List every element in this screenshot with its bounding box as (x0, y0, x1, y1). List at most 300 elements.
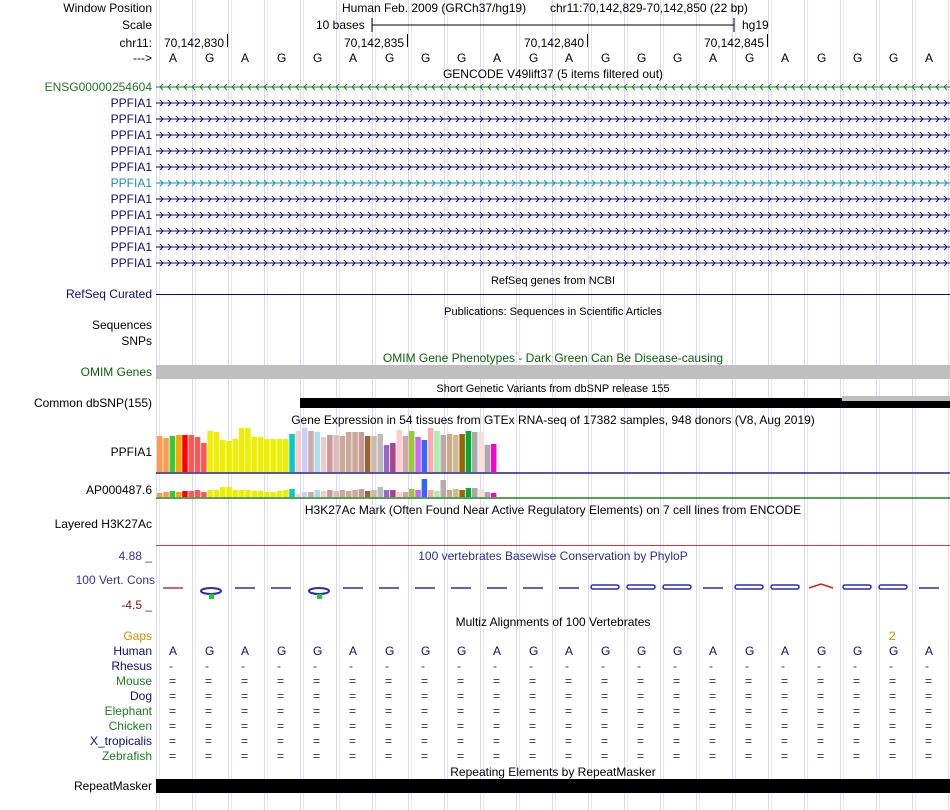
gtex-bar-gene1 (447, 434, 453, 472)
multiz-base: = (781, 674, 789, 688)
multiz-base: = (709, 734, 717, 748)
gtex-bar-gene1 (182, 435, 188, 472)
multiz-base: = (529, 704, 537, 718)
multiz-base: = (781, 734, 789, 748)
ruler-tick-mark (587, 34, 588, 47)
gtex-bar-gene2 (283, 490, 289, 497)
gencode-item-label[interactable]: PPFIA1 (110, 112, 152, 126)
gtex-bar-gene1 (220, 440, 226, 472)
cons-mark (663, 585, 691, 589)
gtex-bar-gene1 (340, 436, 346, 472)
multiz-base: = (385, 674, 393, 688)
gtex-bar-gene2 (163, 492, 169, 497)
cons-title[interactable]: 100 vertebrates Basewise Conservation by PhyloP (418, 549, 688, 563)
dbsnp-variant-gray[interactable] (842, 396, 950, 401)
gtex-bar-gene2 (359, 489, 365, 497)
gtex-bar-gene1 (403, 436, 409, 472)
gencode-transcript[interactable] (156, 258, 950, 268)
multiz-base: A (493, 644, 502, 658)
multiz-title[interactable]: Multiz Alignments of 100 Vertebrates (455, 615, 651, 629)
gtex-bar-gene1 (308, 431, 314, 472)
multiz-base: = (781, 719, 789, 733)
multiz-base: = (349, 674, 357, 688)
refseq-line[interactable] (156, 294, 950, 295)
multiz-base: = (313, 689, 321, 703)
gtex-bar-gene2 (270, 492, 276, 497)
gtex-gene2-label[interactable]: AP000487.6 (85, 483, 152, 497)
gtex-bar-gene2 (472, 488, 478, 497)
gtex-bar-gene2 (245, 490, 251, 497)
gtex-bar-gene1 (189, 435, 195, 472)
gtex-bar-gene1 (264, 439, 270, 472)
multiz-base: = (673, 719, 681, 733)
gencode-item-label[interactable]: PPFIA1 (110, 256, 152, 270)
gencode-transcript[interactable] (156, 178, 950, 188)
multiz-base: = (709, 704, 717, 718)
gencode-item-label[interactable]: PPFIA1 (110, 128, 152, 142)
base-letter: G (889, 51, 899, 65)
multiz-base: G (817, 644, 827, 658)
gtex-bar-gene1 (478, 432, 484, 472)
multiz-base: G (853, 644, 863, 658)
multiz-base: = (745, 689, 753, 703)
multiz-base: = (421, 719, 429, 733)
multiz-base: - (457, 659, 461, 673)
gencode-item-label[interactable]: PPFIA1 (110, 208, 152, 222)
cons-mark (879, 585, 907, 589)
multiz-base: - (313, 659, 317, 673)
multiz-base: = (781, 749, 789, 763)
multiz-base: = (853, 704, 861, 718)
window-position-label: Window Position (63, 1, 152, 15)
multiz-base: = (493, 704, 501, 718)
multiz-base: = (565, 689, 573, 703)
multiz-base: = (565, 734, 573, 748)
multiz-base: = (385, 689, 393, 703)
multiz-species-label[interactable]: Rhesus (111, 659, 152, 673)
multiz-base: = (457, 719, 465, 733)
multiz-base: - (781, 659, 785, 673)
gtex-bar-gene2 (176, 492, 182, 497)
gtex-bar-gene1 (378, 434, 384, 472)
multiz-base: - (277, 659, 281, 673)
multiz-base: = (349, 689, 357, 703)
gtex-bar-gene1 (365, 436, 371, 472)
multiz-species-label[interactable]: Elephant (104, 704, 152, 718)
gtex-bar-gene2 (447, 490, 453, 497)
multiz-base: = (169, 689, 177, 703)
multiz-base: = (169, 734, 177, 748)
multiz-base: - (889, 659, 893, 673)
gencode-item-label[interactable]: PPFIA1 (110, 192, 152, 206)
base-letter: G (601, 51, 611, 65)
multiz-base: = (241, 689, 249, 703)
multiz-base: - (205, 659, 209, 673)
gencode-item-label[interactable]: PPFIA1 (110, 224, 152, 238)
multiz-base: = (673, 734, 681, 748)
gencode-transcript[interactable] (156, 210, 950, 220)
multiz-base: = (565, 719, 573, 733)
omim-bar[interactable] (156, 365, 950, 379)
gtex-bar-gene1 (201, 443, 207, 472)
multiz-base: = (925, 689, 933, 703)
multiz-base: - (637, 659, 641, 673)
multiz-base: A (565, 644, 574, 658)
cons-mark-green (209, 594, 214, 599)
gtex-bar-gene1 (422, 440, 428, 472)
multiz-base: - (529, 659, 533, 673)
multiz-base: - (493, 659, 497, 673)
multiz-base: = (709, 749, 717, 763)
gtex-bar-gene1 (258, 437, 264, 472)
multiz-base: = (601, 689, 609, 703)
multiz-base: = (745, 719, 753, 733)
multiz-base: G (673, 644, 683, 658)
multiz-base: = (313, 704, 321, 718)
multiz-base: - (709, 659, 713, 673)
ruler-tick-mark (767, 34, 768, 47)
multiz-base: = (349, 719, 357, 733)
multiz-base: = (601, 749, 609, 763)
multiz-base: - (925, 659, 929, 673)
multiz-base: = (313, 749, 321, 763)
gtex-bar-gene2 (214, 490, 220, 497)
cons-label[interactable]: 100 Vert. Cons (75, 573, 155, 587)
gtex-bar-gene1 (277, 439, 283, 472)
gtex-bar-gene2 (371, 490, 377, 497)
multiz-base: = (637, 749, 645, 763)
multiz-base: = (817, 749, 825, 763)
dbsnp-title[interactable]: Short Genetic Variants from dbSNP release 155 (436, 383, 670, 395)
gtex-bar-gene2 (220, 487, 226, 497)
multiz-base: = (889, 704, 897, 718)
gencode-transcript[interactable] (156, 146, 950, 156)
multiz-base: = (709, 719, 717, 733)
multiz-species-label[interactable]: Chicken (108, 719, 152, 733)
multiz-base: = (853, 689, 861, 703)
gtex-bar-gene2 (441, 480, 447, 497)
gencode-transcript[interactable] (156, 114, 950, 124)
multiz-base: G (205, 644, 215, 658)
multiz-base: = (313, 719, 321, 733)
gtex-bar-gene2 (233, 490, 239, 497)
gtex-bar-gene2 (409, 489, 415, 497)
gtex-bar-gene1 (352, 432, 358, 472)
cons-mark (201, 588, 221, 594)
multiz-base: = (745, 749, 753, 763)
multiz-base: = (313, 674, 321, 688)
omim-label[interactable]: OMIM Genes (80, 365, 152, 379)
multiz-base: = (601, 704, 609, 718)
rmsk-label[interactable]: RepeatMasker (73, 779, 152, 793)
gencode-transcript[interactable] (156, 130, 950, 140)
multiz-base: - (565, 659, 569, 673)
multiz-base: = (421, 689, 429, 703)
gtex-bar-gene2 (308, 492, 314, 497)
pubs-sequences-label[interactable]: Sequences (91, 318, 152, 332)
gtex-bar-gene1 (390, 443, 396, 472)
multiz-base: = (493, 689, 501, 703)
gtex-bar-gene1 (472, 432, 478, 472)
gtex-bar-gene1 (233, 439, 239, 472)
gencode-transcript[interactable] (156, 226, 950, 236)
multiz-base: A (781, 644, 790, 658)
gtex-bar-gene1 (157, 436, 163, 472)
multiz-species-label[interactable]: Mouse (115, 674, 152, 688)
multiz-base: = (601, 674, 609, 688)
multiz-base: = (457, 674, 465, 688)
position-readout: chr11:70,142,829-70,142,850 (22 bp) (550, 1, 748, 15)
db-label: hg19 (742, 18, 769, 32)
gencode-transcript[interactable] (156, 194, 950, 204)
multiz-base: = (205, 674, 213, 688)
base-letter: G (529, 51, 539, 65)
gtex-bar-gene1 (346, 432, 352, 472)
gtex-bar-gene1 (333, 435, 339, 472)
multiz-base: = (925, 734, 933, 748)
multiz-base: = (169, 719, 177, 733)
multiz-species-label[interactable]: Zebrafish (101, 749, 152, 763)
gtex-bar-gene1 (485, 445, 491, 472)
gtex-bar-gene2 (195, 490, 201, 497)
gencode-transcript[interactable] (156, 242, 950, 252)
multiz-base: = (493, 734, 501, 748)
multiz-base: - (385, 659, 389, 673)
multiz-base: = (205, 704, 213, 718)
gencode-transcript[interactable] (156, 162, 950, 172)
multiz-base: = (601, 734, 609, 748)
gencode-item-label[interactable]: ENSG00000254604 (44, 80, 152, 94)
gencode-item-label[interactable]: PPFIA1 (110, 144, 152, 158)
multiz-base: = (277, 719, 285, 733)
base-letter: G (385, 51, 395, 65)
gtex-bar-gene2 (327, 490, 333, 497)
multiz-base: = (673, 674, 681, 688)
multiz-base: = (205, 689, 213, 703)
gtex-bar-gene1 (453, 435, 459, 472)
gtex-bar-gene1 (434, 431, 440, 472)
multiz-base: = (925, 749, 933, 763)
multiz-base: = (529, 674, 537, 688)
multiz-species-label[interactable]: Human (113, 644, 152, 658)
multiz-base: = (493, 719, 501, 733)
multiz-base: = (637, 704, 645, 718)
gtex-bar-gene2 (340, 490, 346, 497)
gtex-bar-gene1 (226, 441, 232, 472)
gtex-gene1-label[interactable]: PPFIA1 (110, 445, 152, 459)
gtex-bar-gene1 (176, 435, 182, 472)
base-letter: G (745, 51, 755, 65)
cons-chart[interactable] (156, 570, 950, 610)
multiz-base: = (817, 689, 825, 703)
gtex-bar-gene1 (371, 436, 377, 472)
gtex-bar-gene1 (409, 431, 415, 472)
multiz-species-label[interactable]: Dog (129, 689, 152, 703)
gtex-bar-gene1 (359, 432, 365, 472)
dbsnp-label[interactable]: Common dbSNP(155) (33, 396, 152, 410)
multiz-base: = (349, 704, 357, 718)
assembly-title: Human Feb. 2009 (GRCh37/hg19) (342, 1, 527, 15)
gtex-bar-gene1 (214, 432, 220, 472)
multiz-base: = (637, 719, 645, 733)
base-letter: G (817, 51, 827, 65)
gtex-bar-gene2 (422, 479, 428, 497)
multiz-base: = (421, 704, 429, 718)
gtex-bar-gene2 (428, 490, 434, 497)
gtex-bar-gene1 (459, 434, 465, 472)
multiz-base: = (493, 749, 501, 763)
multiz-base: = (169, 704, 177, 718)
gencode-item-label[interactable]: PPFIA1 (110, 176, 152, 190)
multiz-base: - (817, 659, 821, 673)
gtex-bar-gene2 (252, 491, 258, 497)
multiz-base: = (241, 674, 249, 688)
gtex-bar-gene2 (182, 491, 188, 497)
scale-bar (370, 17, 736, 33)
gencode-title[interactable]: GENCODE V49lift37 (5 items filtered out) (442, 67, 664, 81)
multiz-base: = (205, 719, 213, 733)
multiz-base: = (853, 674, 861, 688)
gtex-bar-gene2 (365, 491, 371, 497)
base-letter: G (421, 51, 431, 65)
chrom-label: chr11: (119, 36, 152, 50)
multiz-base: = (205, 734, 213, 748)
cons-mark-green (317, 594, 322, 599)
multiz-base: A (925, 644, 934, 658)
gtex-bar-gene2 (384, 490, 390, 497)
multiz-base: = (565, 674, 573, 688)
cons-mark (809, 584, 833, 588)
multiz-base: = (673, 689, 681, 703)
multiz-base: G (889, 644, 899, 658)
gtex-bar-gene1 (491, 444, 497, 472)
gtex-bar-gene1 (321, 437, 327, 472)
multiz-base: = (709, 689, 717, 703)
base-letter: A (349, 51, 358, 65)
base-letter: A (925, 51, 934, 65)
pubs-title[interactable]: Publications: Sequences in Scientific Articles (444, 306, 662, 318)
gtex-bar-gene2 (333, 491, 339, 497)
ruler-tick-label: 70,142,830 (163, 36, 224, 50)
gtex-bar-gene2 (189, 491, 195, 497)
omim-title[interactable]: OMIM Gene Phenotypes - Dark Green Can Be Disease-causing (382, 351, 724, 365)
ruler-tick-mark (407, 34, 408, 47)
multiz-base: = (385, 749, 393, 763)
gtex-bar-gene2 (201, 492, 207, 497)
gtex-bar-gene1 (289, 434, 295, 472)
gtex-bar-gene2 (352, 490, 358, 497)
multiz-base: - (853, 659, 857, 673)
gtex-bar-gene1 (327, 435, 333, 472)
gaps-label[interactable]: Gaps (123, 629, 152, 643)
multiz-base: = (457, 734, 465, 748)
ruler-tick-label: 70,142,840 (523, 36, 584, 50)
multiz-base: = (241, 749, 249, 763)
gtex-bar-gene1 (239, 428, 245, 472)
gtex-bar-gene1 (441, 435, 447, 472)
gtex-bar-gene1 (163, 438, 169, 472)
multiz-base: = (925, 719, 933, 733)
gtex-bar-gene2 (258, 491, 264, 497)
base-letter: G (853, 51, 863, 65)
gtex-bar-gene1 (466, 431, 472, 472)
gtex-bar-gene2 (296, 494, 302, 497)
multiz-base: G (385, 644, 395, 658)
rmsk-title[interactable]: Repeating Elements by RepeatMasker (450, 765, 656, 779)
cons-mark (309, 588, 329, 594)
rmsk-bar[interactable] (156, 779, 950, 793)
multiz-base: = (277, 704, 285, 718)
multiz-base: = (817, 719, 825, 733)
multiz-base: = (529, 734, 537, 748)
multiz-base: G (277, 644, 287, 658)
gencode-transcript[interactable] (156, 82, 950, 92)
h3k27ac-title[interactable]: H3K27Ac Mark (Often Found Near Active Regulatory Elements) on 7 cell lines from ENCODE (304, 503, 802, 517)
multiz-base: = (745, 704, 753, 718)
multiz-base: G (745, 644, 755, 658)
base-letter: G (277, 51, 287, 65)
multiz-base: - (673, 659, 677, 673)
multiz-base: - (601, 659, 605, 673)
multiz-base: - (349, 659, 353, 673)
multiz-base: G (457, 644, 467, 658)
gtex-bar-gene2 (403, 492, 409, 497)
gap-marker: 2 (889, 629, 896, 643)
multiz-base: = (421, 749, 429, 763)
gtex-bar-gene2 (390, 490, 396, 497)
gtex-bar-gene1 (428, 428, 434, 472)
cons-mark (771, 585, 799, 589)
gencode-transcript[interactable] (156, 98, 950, 108)
gtex-bar-gene1 (283, 439, 289, 472)
pubs-snps-label[interactable]: SNPs (121, 334, 152, 348)
multiz-base: = (457, 704, 465, 718)
refseq-label[interactable]: RefSeq Curated (65, 287, 152, 301)
gencode-item-label[interactable]: PPFIA1 (110, 240, 152, 254)
multiz-base: = (277, 674, 285, 688)
multiz-species-label[interactable]: X_tropicalis (89, 734, 152, 748)
gtex-bar-gene2 (459, 490, 465, 497)
gtex-chart[interactable] (156, 426, 950, 500)
gtex-bar-gene2 (415, 490, 421, 497)
refseq-title[interactable]: RefSeq genes from NCBI (490, 275, 616, 287)
strand-arrow: ---> (133, 51, 152, 65)
multiz-base: = (385, 704, 393, 718)
multiz-base: = (349, 734, 357, 748)
multiz-base: G (529, 644, 539, 658)
base-letter: A (565, 51, 574, 65)
gtex-bar-gene2 (491, 493, 497, 497)
gencode-item-label[interactable]: PPFIA1 (110, 160, 152, 174)
gtex-title[interactable]: Gene Expression in 54 tissues from GTEx RNA-seq of 17382 samples, 948 donors (V8, Aug 2019) (291, 413, 815, 427)
multiz-base: G (313, 644, 323, 658)
multiz-base: = (529, 719, 537, 733)
gtex-bar-gene2 (207, 490, 213, 497)
h3k27ac-label[interactable]: Layered H3K27Ac (54, 517, 152, 531)
base-letter: A (493, 51, 502, 65)
base-letter: G (673, 51, 683, 65)
base-letter: G (637, 51, 647, 65)
gtex-bar-gene2 (302, 492, 308, 497)
multiz-base: = (817, 734, 825, 748)
gencode-item-label[interactable]: PPFIA1 (110, 96, 152, 110)
cons-max: 4.88 _ (118, 549, 152, 563)
multiz-base: = (529, 749, 537, 763)
multiz-base: G (421, 644, 431, 658)
gtex-bar-gene1 (195, 437, 201, 472)
multiz-base: = (457, 749, 465, 763)
multiz-base: = (637, 674, 645, 688)
